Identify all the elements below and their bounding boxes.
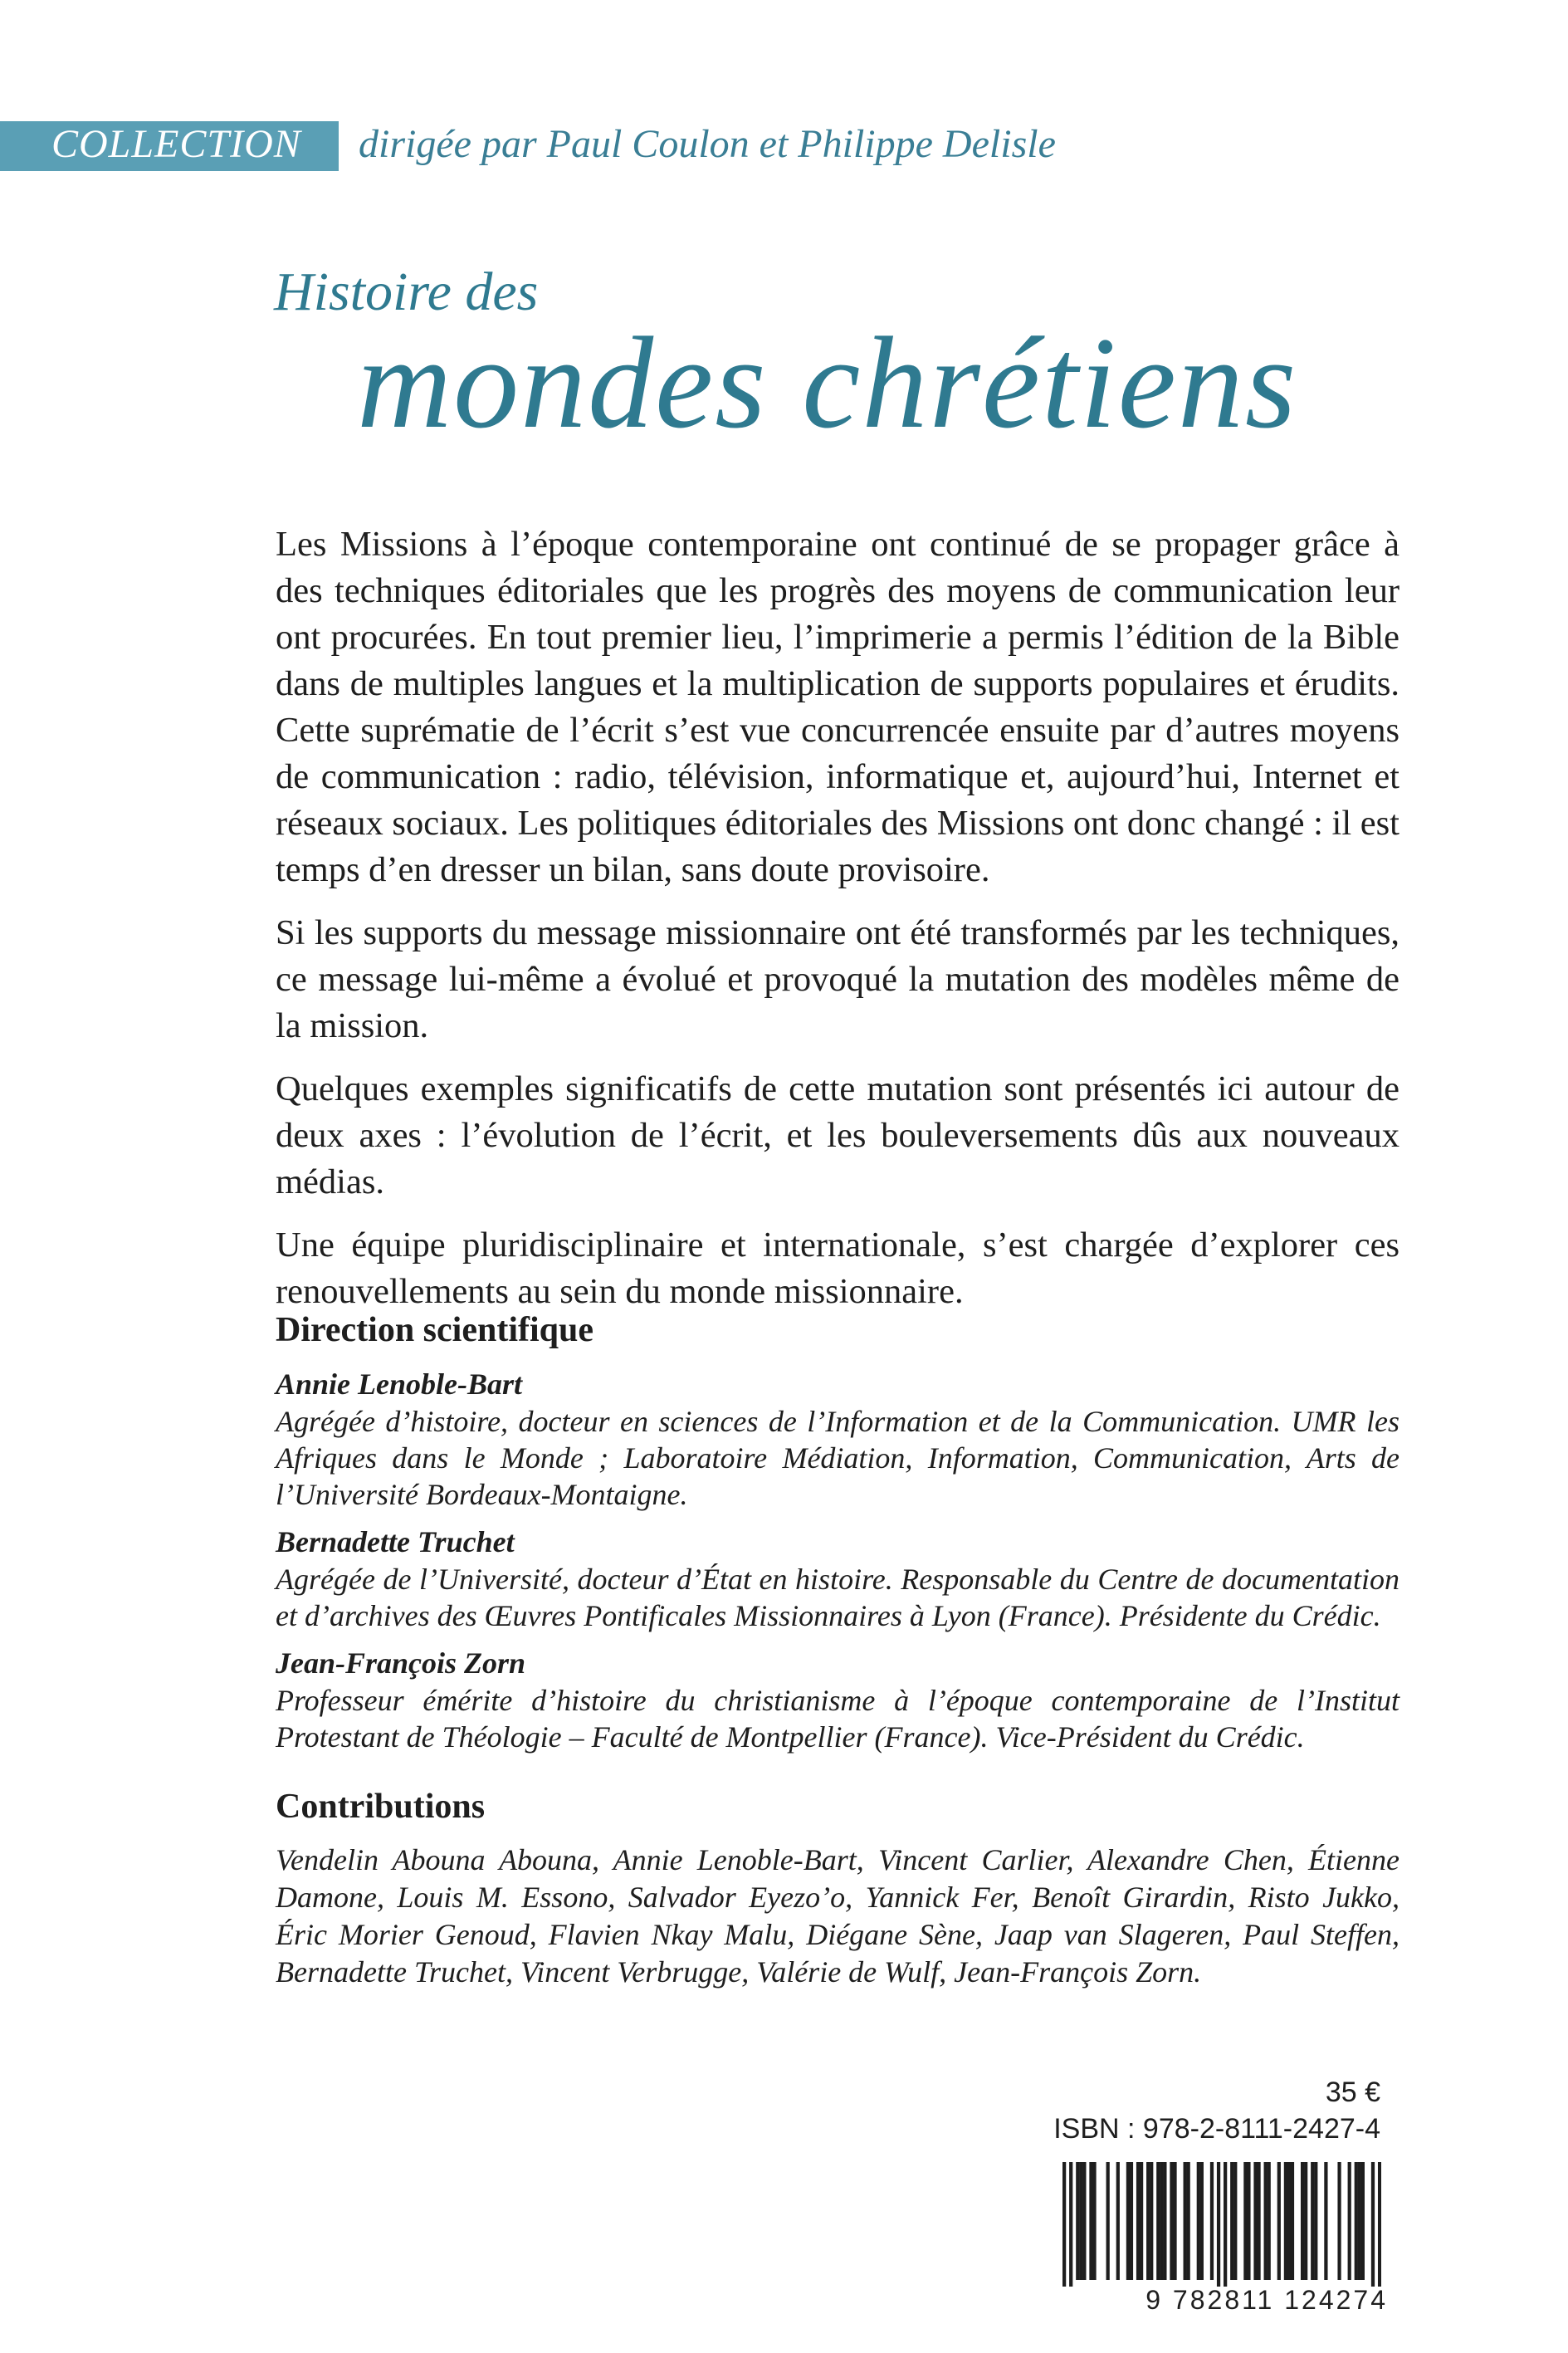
barcode-bar [1304,2162,1307,2280]
contributions-heading: Contributions [276,1788,486,1826]
barcode-bar [1247,2162,1250,2280]
barcode-bar [1126,2162,1130,2280]
blurb-paragraph: Les Missions à l’époque contemporaine ont continué de se propager grâce à des techniques éditoriales que les progrès des moyens de communication leur ont procurées. En tout premier lieu, l’imprimerie a permis l’édition de la Bible dans de multiples langues et la multiplication de supports populaires et érudits. Cette suprématie de l’écrit s’est vue concurrencée ensuite par d’autres moyens de communication : radio, télévision, informatique et, aujourd’hui, Internet et réseaux sociaux. Les politiques éditoriales des Missions ont donc changé : il est temps d’en dresser un bilan, sans doute provisoire. [276,525,1399,889]
barcode-bar [1092,2162,1096,2280]
barcode-bar [1230,2162,1233,2280]
barcode-bar [1243,2162,1247,2280]
isbn: ISBN : 978-2-8111-2427-4 [1053,2113,1380,2145]
barcode-bar [1210,2162,1214,2280]
barcode-bar [1378,2162,1381,2287]
contributors-list: Vendelin Abouna Abouna, Annie Lenoble-Bart, Vincent Carlier, Alexandre Chen, Étienne Damone, Louis M. Essono, Salvador Eyezo’o, Yannick Fer, Benoît Girardin, Risto Jukko, Éric Morier Genoud, Flavien Nkay Malu, Diégane Sène, Jaap van Slageren, Paul Steffen, Bernadette Truchet, Vincent Verbrugge, Valérie de Wulf, Jean-François Zorn. [276,1843,1399,1989]
barcode-bar [1324,2162,1327,2280]
barcode-bar [1264,2162,1268,2280]
barcode-bar [1140,2162,1143,2280]
barcode-bar [1079,2162,1082,2280]
director-name: Bernadette Truchet [276,1525,515,1558]
barcode-bar [1348,2162,1351,2280]
barcode-bar [1116,2162,1120,2280]
barcode-bar [1173,2162,1176,2280]
barcode-bar [1361,2162,1365,2280]
barcode-bar [1156,2162,1160,2280]
credits [276,1307,1399,1991]
barcode-bar [1184,2162,1187,2280]
barcode-bar [1197,2162,1200,2280]
barcode-bar [1355,2162,1358,2280]
director-bio: Professeur émérite d’histoire du christianisme à l’époque contemporaine de l’Institut Protestant de Théologie – Faculté de Montpellier (France). Vice-Président du Crédic. [276,1684,1399,1754]
barcode-bar [1311,2162,1314,2280]
barcode-bar [1277,2162,1281,2280]
barcode-bar [1089,2162,1092,2280]
barcode-bar [1371,2162,1375,2287]
barcode-bar [1163,2162,1166,2280]
barcode-bar [1136,2162,1140,2280]
barcode-bar [1106,2162,1110,2280]
barcode-bar [1337,2162,1341,2280]
barcode-bar [1062,2162,1066,2287]
barcode-bar [1268,2162,1271,2280]
barcode-bar [1082,2162,1086,2280]
barcode-bar [1358,2162,1361,2280]
director-bio: Agrégée de l’Université, docteur d’État en histoire. Responsable du Centre de documentation et d’archives des Œuvres Pontificales Missionnaires à Lyon (France). Présidente du Crédic. [276,1563,1399,1632]
barcode-bar [1069,2162,1072,2287]
barcode-bar [1200,2162,1204,2280]
barcode-bar [1291,2162,1294,2280]
barcode-bar [1257,2162,1260,2280]
series-title-line1: Histoire des [274,262,539,322]
barcode-bar [1287,2162,1291,2280]
barcode-bar [1160,2162,1163,2280]
barcode-bar [1224,2162,1227,2287]
barcode-bar [1233,2162,1237,2280]
barcode-bar [1253,2162,1257,2280]
collection-label: COLLECTION [51,122,301,166]
direction-heading: Direction scientifique [276,1311,594,1349]
barcode-bar [1130,2162,1133,2280]
barcode-bar [1146,2162,1150,2280]
blurb-paragraph: Une équipe pluridisciplinaire et internationale, s’est chargée d’explorer ces renouvellements au sein du monde missionnaire. [276,1225,1399,1311]
barcode-bar [1150,2162,1153,2280]
barcode-bar [1217,2162,1220,2287]
blurb [276,521,1399,1332]
director-name: Jean-François Zorn [276,1646,526,1680]
barcode-image [1062,2162,1381,2287]
barcode-bar [1284,2162,1287,2280]
collection-editors: dirigée par Paul Coulon et Philippe Delisle [359,122,1056,166]
barcode-bar [1187,2162,1190,2280]
director-bio: Agrégée d’histoire, docteur en sciences de l’Information et de la Communication. UMR les Afriques dans le Monde ; Laboratoire Médiation, Information, Communication, Arts de l’Université Bordeaux-Montaigne. [276,1405,1399,1511]
barcode-digits: 9 782811 124274 [1145,2285,1388,2315]
barcode-bar [1301,2162,1304,2280]
price: 35 € [1325,2077,1380,2108]
director-name: Annie Lenoble-Bart [276,1367,523,1401]
barcode-bar [1314,2162,1317,2280]
barcode-bar [1076,2162,1079,2280]
barcode-bar [1170,2162,1173,2280]
blurb-paragraph: Si les supports du message missionnaire ont été transformés par les techniques, ce message lui-même a évolué et provoqué la mutation des modèles même de la mission. [276,913,1399,1045]
series-title-line2: mondes chrétiens [357,311,1298,456]
blurb-paragraph: Quelques exemples significatifs de cette mutation sont présentés ici autour de deux axes : l’évolution de l’écrit, et les bouleversements dûs aux nouveaux médias. [276,1069,1399,1201]
